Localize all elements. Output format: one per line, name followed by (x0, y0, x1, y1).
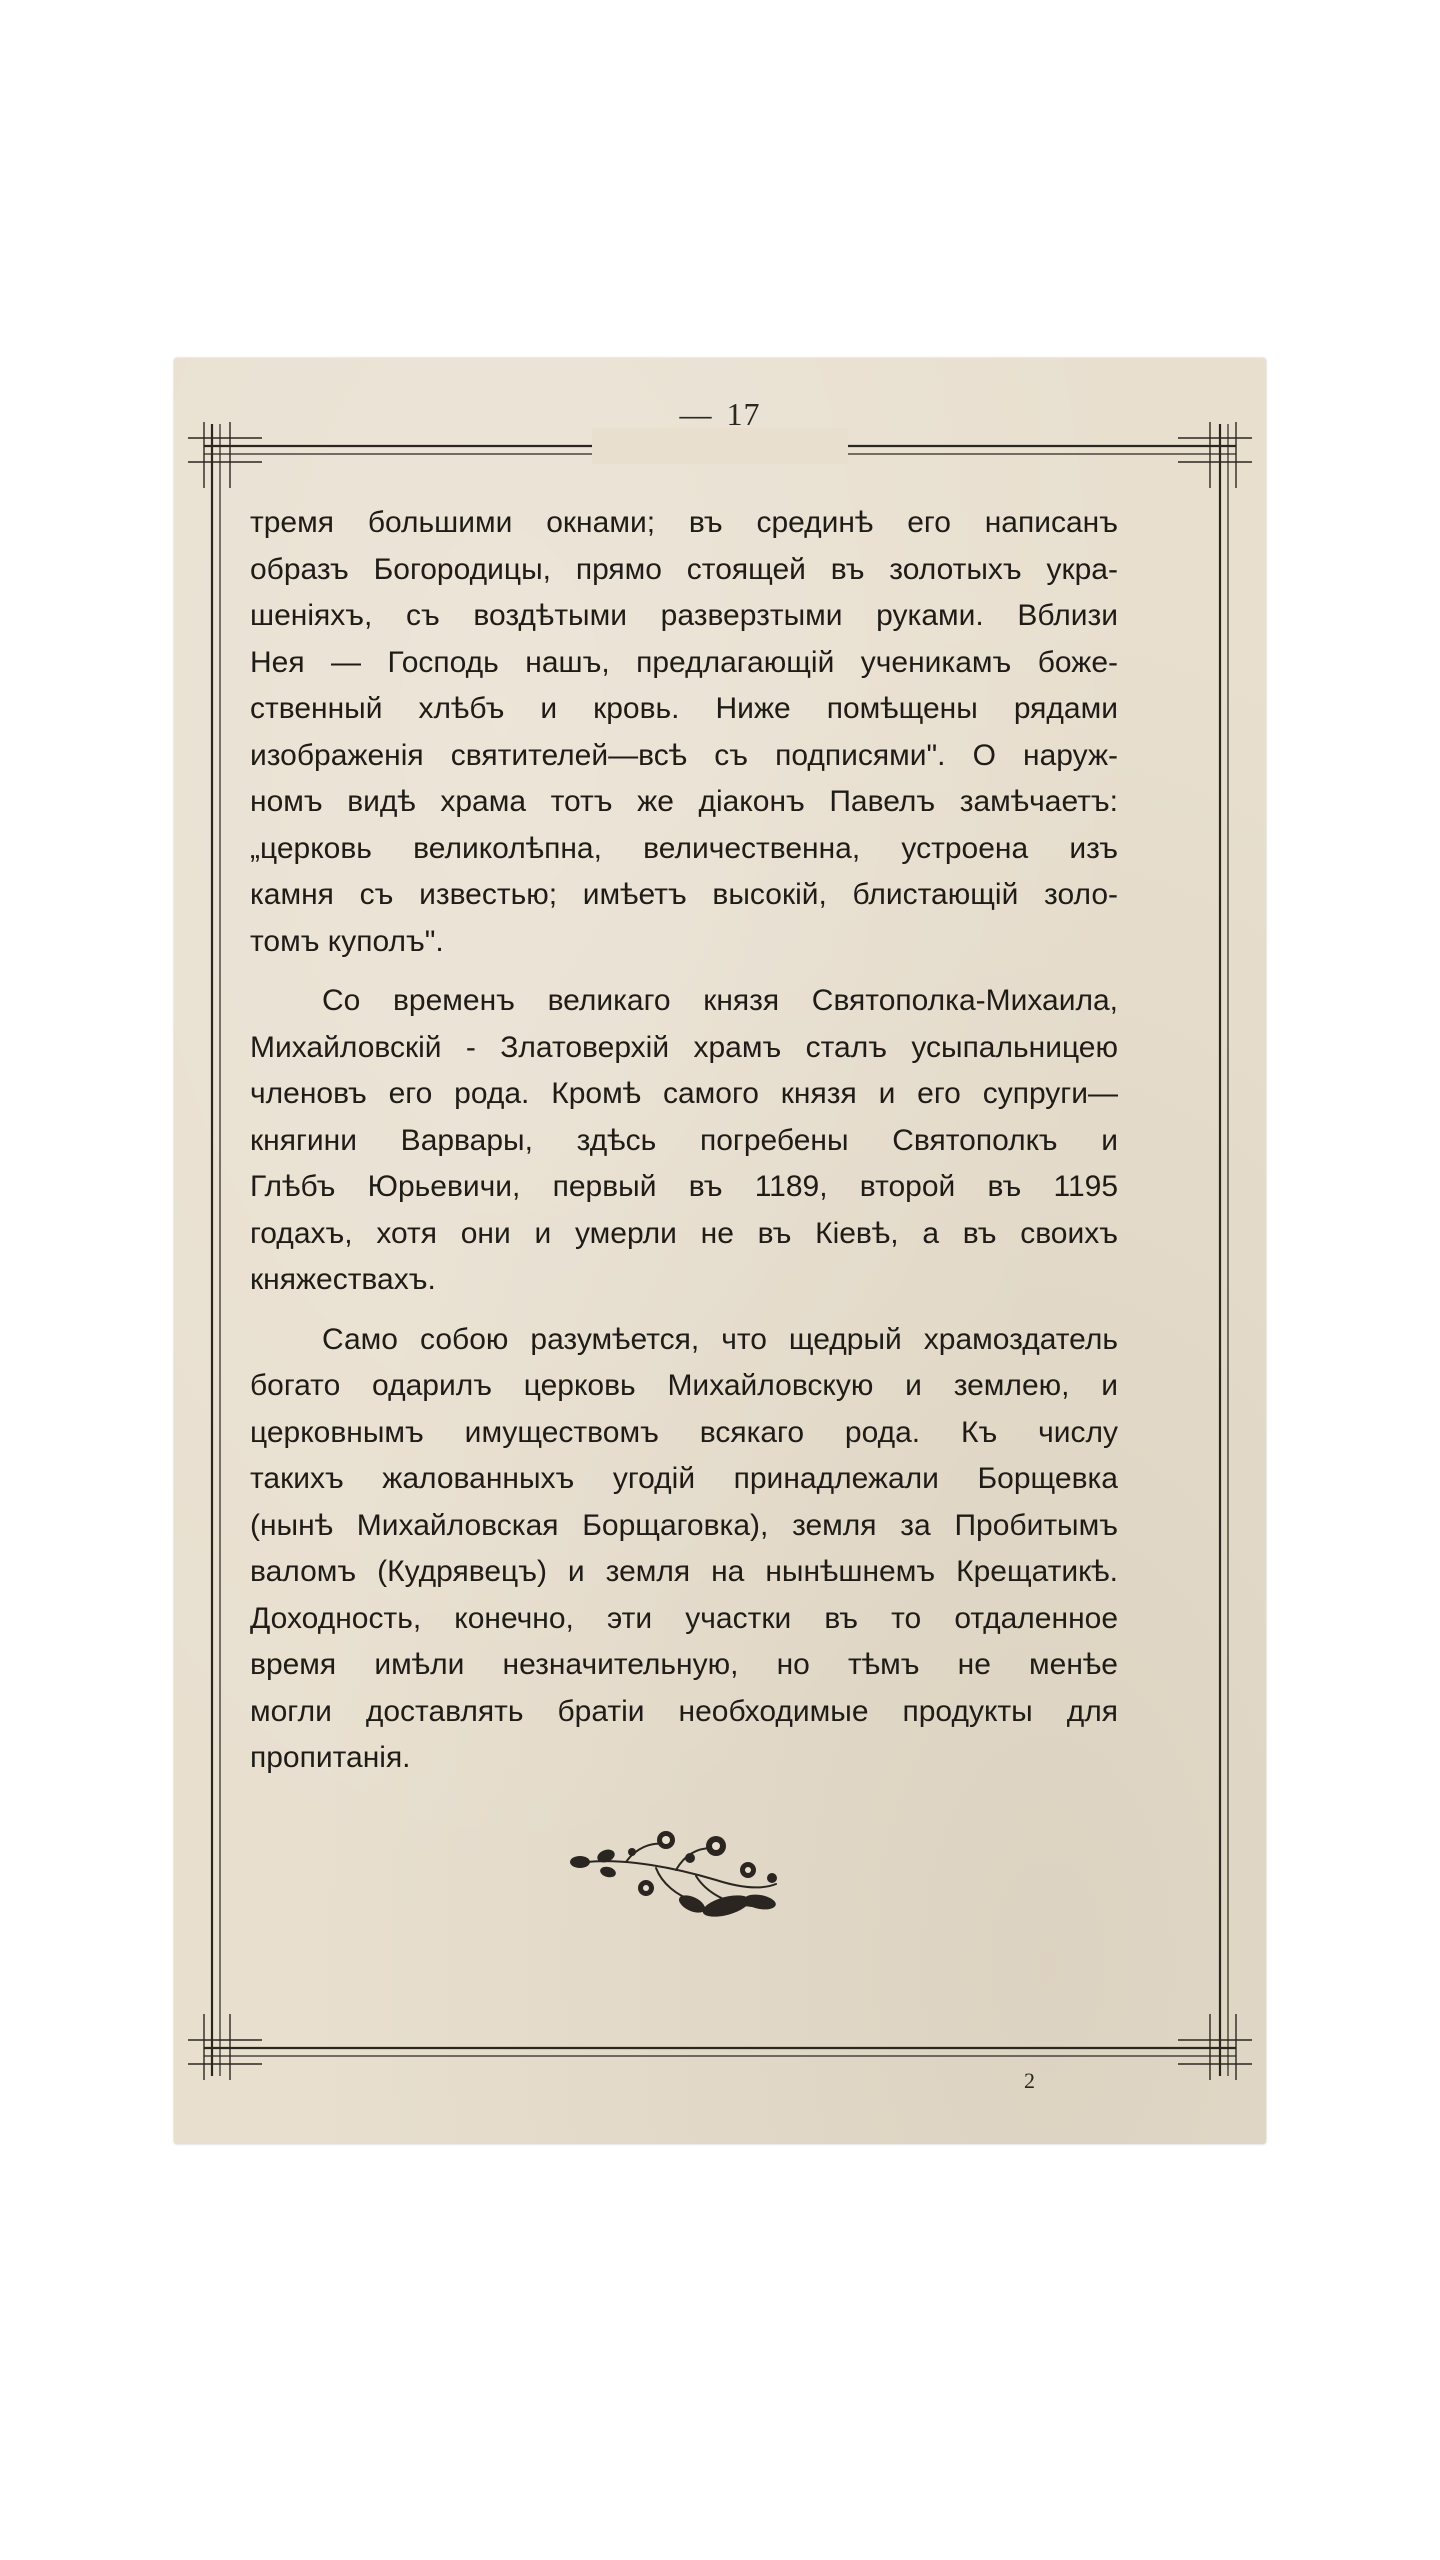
text-line: изображенія святителей—всѣ съ подписями". О наруж- (250, 738, 1118, 772)
text-line: тремя большими окнами; въ срединѣ его написанъ (250, 506, 1118, 539)
page-number (174, 396, 1266, 433)
text-line: Нея — Господь нашъ, предлагающій ученикамъ боже- (250, 645, 1118, 679)
printer-signature-mark: 2 (1024, 2068, 1035, 2093)
text-line: церковнымъ имуществомъ всякаго рода. Къ числу (250, 1415, 1118, 1449)
text-line: Доходность, конечно, эти участки въ то отдаленное (250, 1601, 1118, 1635)
text-line: валомъ (Кудрявецъ) и земля на нынѣшнемъ Крещатикѣ. (250, 1555, 1118, 1588)
page-number-dash: — (679, 396, 713, 432)
floral-ornament-icon (566, 1818, 786, 1928)
text-line: время имѣли незначительную, но тѣмъ не менѣе (250, 1648, 1118, 1681)
paragraph (250, 1317, 1118, 1782)
text-line: Глѣбъ Юрьевичи, первый въ 1189, второй въ 1195 (250, 1170, 1118, 1203)
text-line: номъ видѣ храма тотъ же діаконъ Павелъ замѣчаетъ: (250, 785, 1118, 818)
text-line: образъ Богородицы, прямо стоящей въ золотыхъ укра- (250, 552, 1118, 586)
text-line: пропитанія. (250, 1741, 411, 1774)
paragraph (250, 500, 1118, 965)
page-number-value: 17 (726, 396, 761, 432)
text-line: шеніяхъ, съ воздѣтыми разверзтыми руками. Вблизи (250, 599, 1118, 632)
text-line: „церковь великолѣпна, величественна, устроена изъ (250, 831, 1118, 865)
text-line: членовъ его рода. Кромѣ самого князя и его супруги— (250, 1077, 1118, 1110)
text-line: княжествахъ. (250, 1263, 436, 1296)
text-line: (нынѣ Михайловская Борщаговка), земля за Пробитымъ (250, 1508, 1118, 1542)
paragraph (250, 978, 1118, 1304)
text-line: княгини Варвары, здѣсь погребены Святополкъ и (250, 1123, 1118, 1157)
text-line: Само собою разумѣется, что щедрый храмоздатель (322, 1322, 1118, 1356)
text-line: могли доставлять братіи необходимые продукты для (250, 1694, 1118, 1728)
text-line: ственный хлѣбъ и кровь. Ниже помѣщены рядами (250, 692, 1118, 725)
body-text (250, 500, 1118, 1795)
text-line: Со временъ великаго князя Святополка-Михаила, (322, 984, 1118, 1017)
text-line: годахъ, хотя они и умерли не въ Кіевѣ, а въ своихъ (250, 1216, 1118, 1250)
text-line: камня съ известью; имѣетъ высокій, блистающій золо- (250, 878, 1118, 911)
book-page (174, 358, 1266, 2144)
text-line: богато одарилъ церковь Михайловскую и землею, и (250, 1369, 1118, 1402)
text-line: томъ куполъ". (250, 924, 444, 958)
text-line: Михайловскій - Златоверхій храмъ сталъ усыпальницею (250, 1030, 1118, 1064)
text-line: такихъ жалованныхъ угодій принадлежали Борщевка (250, 1462, 1118, 1495)
